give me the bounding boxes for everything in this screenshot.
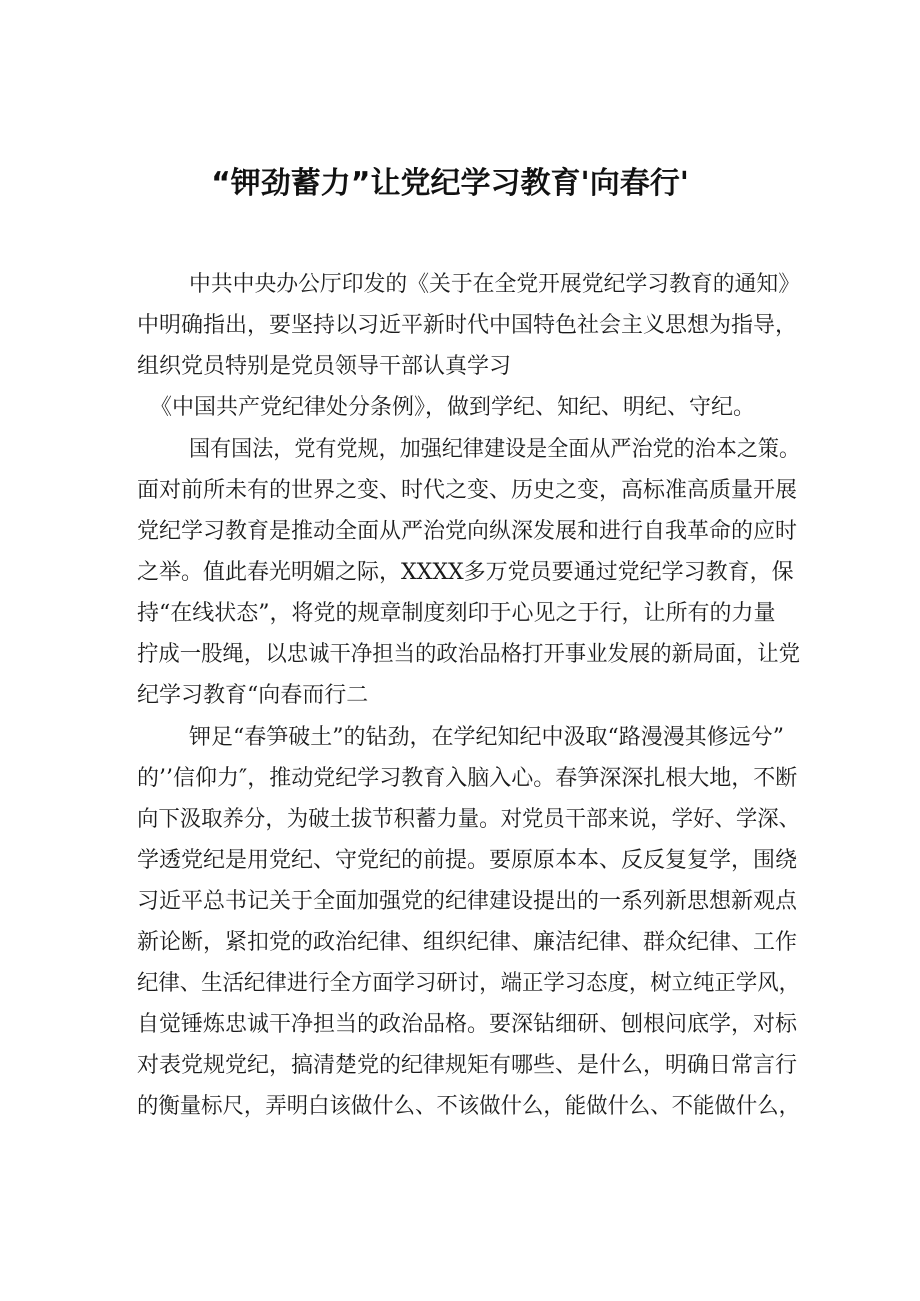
paragraph-line: 纪律、生活纪律进行全方面学习研讨，端正学习态度，树立纯正学风， bbox=[137, 971, 800, 996]
paragraph-line: 自觉锤炼忠诚干净担当的政治品格。要深钻细研、刨根问底学，对标 bbox=[137, 1012, 798, 1037]
paragraph-line: 纪学习教育“向春而行二 bbox=[137, 683, 369, 708]
paragraph-line: 拧成一股绳，以忠诚干净担当的政治品格打开事业发展的新局面，让党 bbox=[137, 642, 800, 667]
paragraph-line: 的衡量标尺，弄明白该做什么、不该做什么，能做什么、不能做什么， bbox=[137, 1094, 800, 1119]
paragraph-line: 钾足“春笋破土”的钻劲，在学纪知纪中汲取“路漫漫其修远兮” bbox=[189, 725, 784, 750]
paragraph-line: 的’’信仰力″，推动党纪学习教育入脑入心。春笋深深扎根大地，不断 bbox=[137, 766, 798, 791]
paragraph-line: 党纪学习教育是推动全面从严治党向纵深发展和进行自我革命的应时 bbox=[137, 519, 798, 544]
paragraph-line: 持“在线状态”，将党的规章制度刻印于心见之于行，让所有的力量 bbox=[137, 601, 776, 626]
paragraph-line: 面对前所未有的世界之变、时代之变、历史之变，高标准高质量开展 bbox=[137, 478, 798, 503]
paragraph-line: 之举。值此春光明媚之际，XXXX多万党员要通过党纪学习教育，保 bbox=[137, 560, 794, 585]
paragraph-line: 习近平总书记关于全面加强党的纪律建设提出的一系列新思想新观点 bbox=[137, 889, 798, 914]
paragraph-line: 组织党员特别是党员领导干部认真学习 bbox=[137, 354, 512, 379]
paragraph-line: 中共中央办公厅印发的《关于在全党开展党纪学习教育的通知》 bbox=[189, 272, 801, 297]
document-title-text: “钾劲蓄力”让党纪学习教育'向春行' bbox=[211, 166, 689, 201]
paragraph-line: 中明确指出，要坚持以习近平新时代中国特色社会主义思想为指导， bbox=[137, 313, 798, 338]
paragraph-line: 向下汲取养分，为破土拔节积蓄力量。对党员干部来说，学好、学深、 bbox=[137, 807, 800, 832]
paragraph-line: 《中国共产党纪律处分条例》，做到学纪、知纪、明纪、守纪。 bbox=[150, 395, 756, 420]
paragraph-line: 对表党规党纪，搞清楚党的纪律规矩有哪些、是什么，明确日常言行 bbox=[137, 1053, 798, 1078]
paragraph-line: 学透党纪是用党纪、守党纪的前提。要原原本本、反反复复学，围绕 bbox=[137, 848, 798, 873]
document-title bbox=[0, 158, 920, 202]
paragraph-line: 新论断，紧扣党的政治纪律、组织纪律、廉洁纪律、群众纪律、工作 bbox=[137, 930, 798, 955]
paragraph-line: 国有国法，党有党规，加强纪律建设是全面从严治党的治本之策。 bbox=[189, 437, 801, 462]
